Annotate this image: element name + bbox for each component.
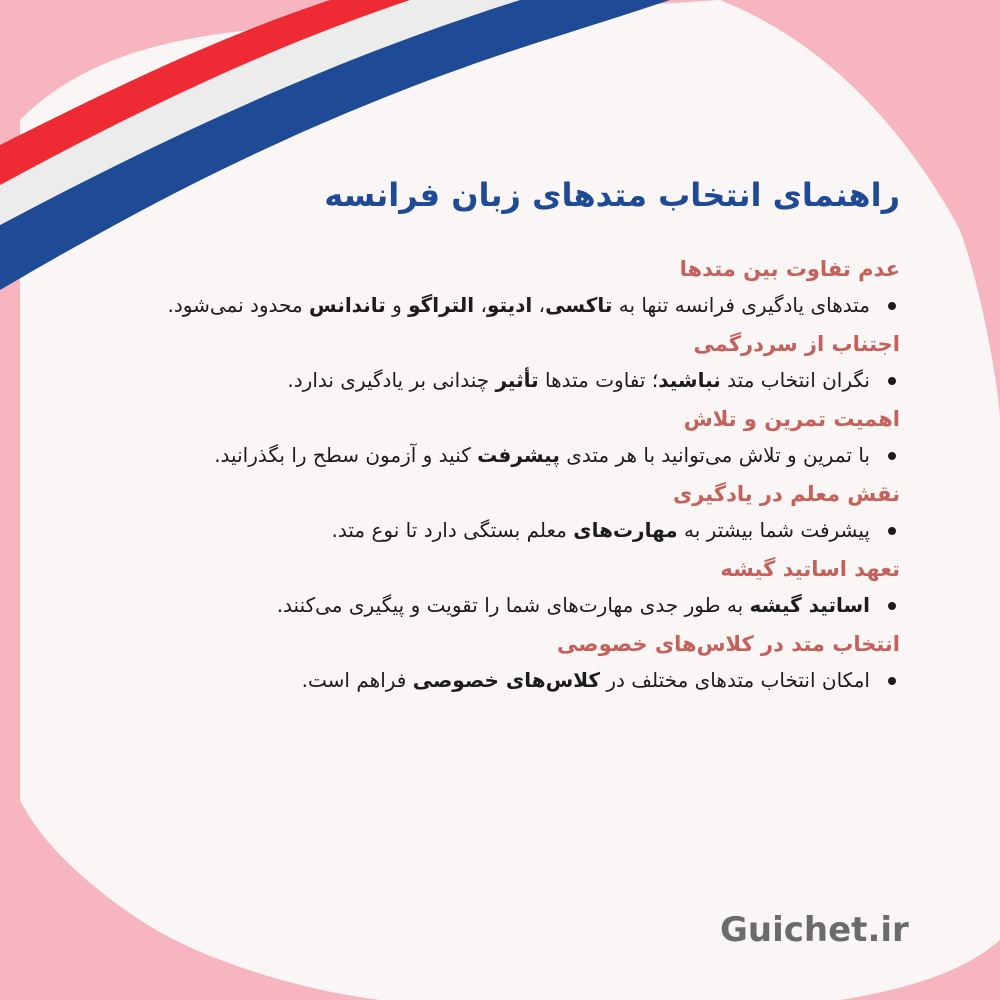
body-text: متدهای یادگیری فرانسه تنها به: [612, 293, 870, 317]
emphasis-text: ادیتو: [486, 293, 533, 317]
body-text: کنید و آزمون سطح را بگذرانید.: [214, 443, 478, 467]
emphasis-text: تاکسی: [545, 293, 613, 317]
body-text: ؛ تفاوت متدها: [538, 368, 659, 392]
emphasis-text: التراگو: [408, 293, 475, 317]
body-text: پیشرفت شما بیشتر به: [677, 518, 870, 542]
emphasis-text: تاندانس: [309, 293, 386, 317]
section-body: [110, 586, 900, 625]
section-item: [110, 627, 900, 700]
bullet-icon: [888, 527, 896, 535]
section-body: [110, 361, 900, 400]
body-text: با تمرین و تلاش می‌توانید با هر متدی: [559, 443, 870, 467]
body-text: فراهم است.: [301, 668, 413, 692]
section-heading: نقش معلم در یادگیری: [672, 482, 900, 506]
body-text: نگران انتخاب متد: [720, 368, 870, 392]
section-item: [110, 252, 900, 325]
emphasis-text: کلاس‌های خصوصی: [412, 668, 601, 692]
section-heading: تعهد اساتید گیشه: [720, 557, 900, 581]
section-heading: عدم تفاوت بین متدها: [679, 257, 900, 281]
body-text: امکان انتخاب متدهای مختلف در: [600, 668, 870, 692]
content-list: [110, 252, 900, 702]
section-item: [110, 477, 900, 550]
body-text: چندانی بر یادگیری ندارد.: [287, 368, 496, 392]
body-text: محدود نمی‌شود.: [167, 293, 310, 317]
section-body: [110, 286, 900, 325]
body-text: ،: [474, 293, 487, 317]
emphasis-text: تأثیر: [495, 368, 539, 392]
section-body: [110, 511, 900, 550]
body-text: و: [385, 293, 409, 317]
emphasis-text: پیشرفت: [477, 443, 560, 467]
section-body: [110, 436, 900, 475]
bullet-icon: [888, 302, 896, 310]
body-text: ،: [532, 293, 546, 317]
bullet-icon: [888, 377, 896, 385]
body-text: معلم بستگی دارد تا نوع متد.: [331, 518, 574, 542]
page-title: راهنمای انتخاب متدهای زبان فرانسه: [324, 176, 900, 214]
bullet-icon: [888, 602, 896, 610]
emphasis-text: اساتید گیشه: [749, 593, 870, 617]
section-body: [110, 661, 900, 700]
section-item: [110, 552, 900, 625]
section-heading: اهمیت تمرین و تلاش: [683, 407, 900, 431]
section-item: [110, 327, 900, 400]
emphasis-text: نباشید: [658, 368, 721, 392]
emphasis-text: مهارت‌های: [573, 518, 678, 542]
bullet-icon: [888, 677, 896, 685]
section-heading: اجتناب از سردرگمی: [693, 332, 900, 356]
brand-watermark[interactable]: Guichet.ir: [720, 910, 909, 950]
section-item: [110, 402, 900, 475]
body-text: به طور جدی مهارت‌های شما را تقویت و پیگیری می‌کنند.: [276, 593, 750, 617]
section-heading: انتخاب متد در کلاس‌های خصوصی: [557, 632, 900, 656]
bullet-icon: [888, 452, 896, 460]
